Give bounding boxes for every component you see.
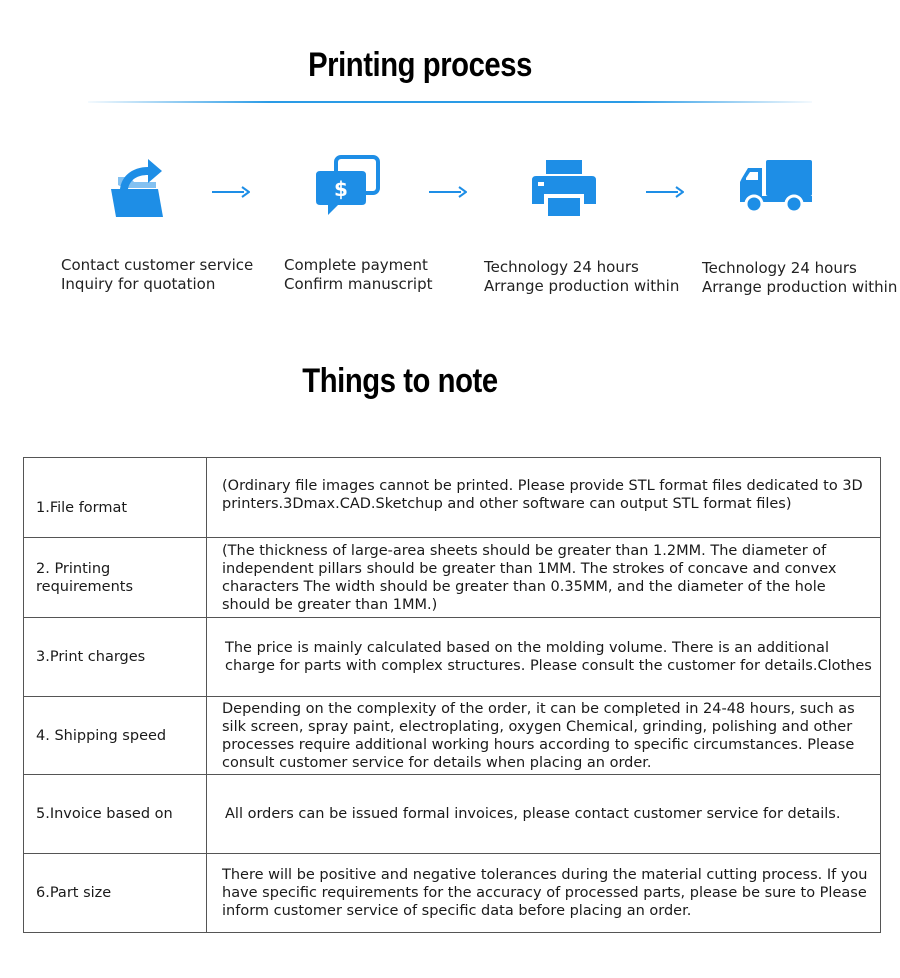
- row-text: (The thickness of large-area sheets should be greater than 1.2MM. The diameter of independent pillars should be greater than 1MM. The strokes of concave and convex characters The width should be greater than 0.35MM, and the diameter of the hole should be greater than 1MM.): [207, 538, 881, 618]
- arrow-right-icon: [646, 186, 684, 198]
- delivery-truck-icon: [740, 160, 812, 214]
- printer-icon: [532, 160, 596, 216]
- things-to-note-title: Things to note: [302, 362, 498, 400]
- row-text: All orders can be issued formal invoices, please contact customer service for details.: [207, 775, 881, 854]
- table-row: [24, 618, 881, 697]
- step-line: Arrange production within: [484, 277, 680, 295]
- arrow-right-icon: [212, 186, 250, 198]
- table-row: [24, 458, 881, 538]
- row-text: Depending on the complexity of the order, it can be completed in 24-48 hours, such as silk screen, spray paint, electroplating, oxygen Chemical, grinding, polishing and other processes require additional working hours according to specific circumstances. Please consult customer service for details when placing an order.: [207, 697, 881, 775]
- table-row: [24, 775, 881, 854]
- row-label: 1.File format: [24, 458, 207, 538]
- step-line: Complete payment: [284, 256, 428, 274]
- step-line: Inquiry for quotation: [61, 275, 216, 293]
- table-row: [24, 538, 881, 618]
- row-text: (Ordinary file images cannot be printed. Please provide STL format files dedicated to 3D printers.3Dmax.CAD.Sketchup and other software can output STL format files): [207, 458, 881, 538]
- step-line: Confirm manuscript: [284, 275, 433, 293]
- step-caption-2: [284, 256, 433, 294]
- folder-share-icon: [108, 155, 166, 219]
- table-row: [24, 854, 881, 933]
- printing-process-title: Printing process: [308, 46, 532, 84]
- row-label: 6.Part size: [24, 854, 207, 933]
- step-line: Technology 24 hours: [484, 258, 639, 276]
- title-divider: [88, 101, 812, 103]
- row-label: 2. Printing requirements: [24, 538, 207, 618]
- row-label: 5.Invoice based on: [24, 775, 207, 854]
- notes-table: [23, 457, 881, 933]
- step-caption-4: [702, 259, 897, 297]
- step-caption-3: [484, 258, 679, 296]
- step-line: Technology 24 hours: [702, 259, 857, 277]
- row-label: 3.Print charges: [24, 618, 207, 697]
- svg-text:$: $: [334, 177, 348, 201]
- row-text: There will be positive and negative tolerances during the material cutting process. If you have specific requirements for the accuracy of processed parts, please be sure to Please inform customer service of specific data before placing an order.: [207, 854, 881, 933]
- payment-chat-icon: [316, 155, 382, 219]
- row-text: The price is mainly calculated based on the molding volume. There is an additional charge for parts with complex structures. Please consult the customer for details.Clothes: [207, 618, 881, 697]
- table-row: [24, 697, 881, 775]
- step-line: Arrange production within: [702, 278, 898, 296]
- step-caption-1: [61, 256, 253, 294]
- arrow-right-icon: [429, 186, 467, 198]
- step-line: Contact customer service: [61, 256, 254, 274]
- row-label: 4. Shipping speed: [24, 697, 207, 775]
